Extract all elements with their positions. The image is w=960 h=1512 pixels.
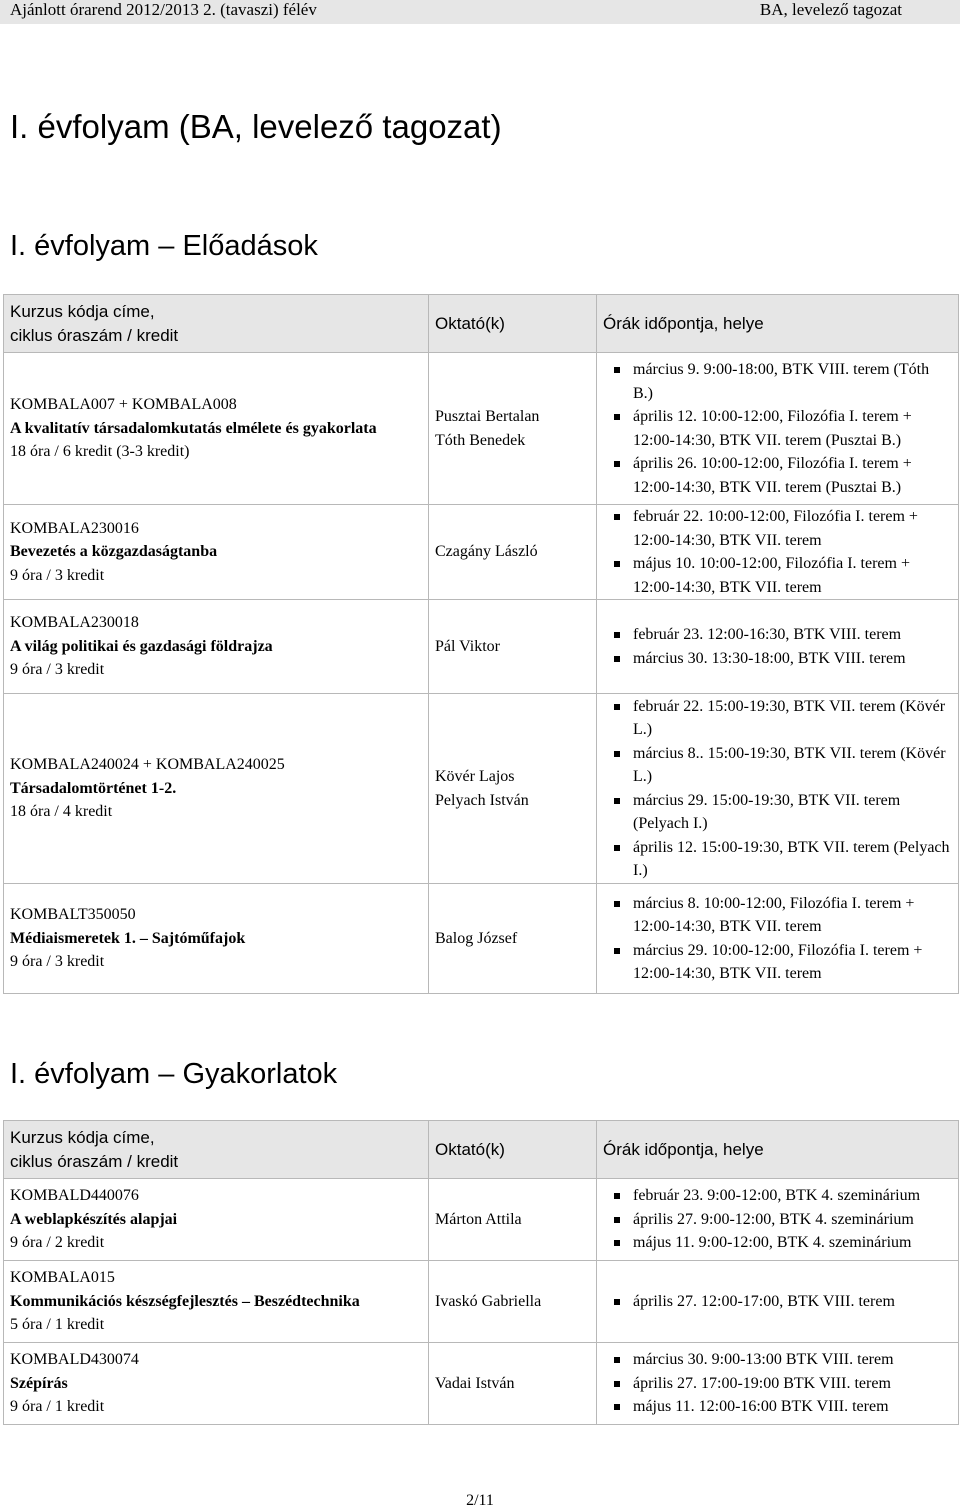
section-title-practicals: I. évfolyam – Gyakorlatok <box>10 1058 338 1090</box>
course-cell <box>4 600 429 694</box>
list-item: április 27. 12:00-17:00, BTK VIII. terem <box>633 1290 952 1314</box>
teacher-cell <box>429 1261 597 1343</box>
course-code: KOMBALA230018 <box>10 614 139 632</box>
course-code: KOMBALD430074 <box>10 1351 139 1369</box>
header-left: Ajánlott órarend 2012/2013 2. (tavaszi) félév <box>10 0 317 19</box>
teacher-name: Balog József <box>435 929 518 947</box>
times-cell <box>597 600 959 694</box>
times-cell <box>597 505 959 600</box>
course-credit: 5 óra / 1 kredit <box>10 1316 105 1334</box>
times-list <box>603 505 952 599</box>
course-cell <box>4 884 429 994</box>
table-row <box>4 884 959 994</box>
list-item: február 22. 10:00-12:00, Filozófia I. terem + 12:00-14:30, BTK VII. terem <box>633 505 952 552</box>
course-code: KOMBALA015 <box>10 1269 115 1287</box>
col-header-course-line1: Kurzus kódja címe, <box>10 1128 155 1147</box>
course-code: KOMBALA240024 + KOMBALA240025 <box>10 756 285 774</box>
times-cell <box>597 1261 959 1343</box>
course-cell <box>4 505 429 600</box>
list-item: március 29. 15:00-19:30, BTK VII. terem (Pelyach I.) <box>633 789 952 836</box>
teacher-name: Vadai István <box>435 1374 515 1392</box>
list-item: március 9. 9:00-18:00, BTK VIII. terem (Tóth B.) <box>633 358 952 405</box>
times-list <box>603 358 952 499</box>
list-item: április 27. 9:00-12:00, BTK 4. szeminárium <box>633 1208 952 1232</box>
table-header-row <box>4 1121 959 1179</box>
course-credit: 9 óra / 2 kredit <box>10 1234 105 1252</box>
list-item: február 22. 15:00-19:30, BTK VII. terem (Kövér L.) <box>633 695 952 742</box>
list-item: március 8.. 15:00-19:30, BTK VII. terem (Kövér L.) <box>633 742 952 789</box>
list-item: május 11. 12:00-16:00 BTK VIII. terem <box>633 1395 952 1419</box>
course-code: KOMBALA230016 <box>10 519 139 537</box>
times-cell <box>597 1343 959 1425</box>
list-item: február 23. 9:00-12:00, BTK 4. szeminárium <box>633 1184 952 1208</box>
list-item: április 12. 15:00-19:30, BTK VII. terem (Pelyach I.) <box>633 836 952 883</box>
course-cell <box>4 1343 429 1425</box>
list-item: március 8. 10:00-12:00, Filozófia I. terem + 12:00-14:30, BTK VII. terem <box>633 892 952 939</box>
col-header-course <box>4 1121 429 1179</box>
course-title: Bevezetés a közgazdaságtanba <box>10 543 218 561</box>
table-row <box>4 505 959 600</box>
times-cell <box>597 884 959 994</box>
course-credit: 9 óra / 3 kredit <box>10 953 105 971</box>
table-row <box>4 353 959 505</box>
teacher-name: Czagány László <box>435 543 538 561</box>
times-list <box>603 1290 952 1314</box>
teacher-cell <box>429 505 597 600</box>
col-header-course-line2: ciklus óraszám / kredit <box>10 325 179 345</box>
times-list <box>603 1348 952 1419</box>
table-row <box>4 1179 959 1261</box>
lectures-table <box>3 294 959 994</box>
col-header-course-line2: ciklus óraszám / kredit <box>10 1151 179 1171</box>
times-list <box>603 623 952 670</box>
times-cell <box>597 353 959 505</box>
course-title: Médiaismeretek 1. – Sajtóműfajok <box>10 929 246 947</box>
table-header-row <box>4 295 959 353</box>
list-item: április 12. 10:00-12:00, Filozófia I. terem + 12:00-14:30, BTK VII. terem (Pusztai B.) <box>633 405 952 452</box>
header-right: BA, levelező tagozat <box>759 0 902 19</box>
col-header-times: Órák időpontja, helye <box>597 295 959 353</box>
list-item: május 10. 10:00-12:00, Filozófia I. terem + 12:00-14:30, BTK VII. terem <box>633 552 952 599</box>
table-row <box>4 694 959 884</box>
table-row <box>4 600 959 694</box>
teacher-cell <box>429 694 597 884</box>
teacher-cell <box>429 1179 597 1261</box>
course-code: KOMBALD440076 <box>10 1187 139 1205</box>
section-title-lectures: I. évfolyam – Előadások <box>10 230 318 262</box>
list-item: április 26. 10:00-12:00, Filozófia I. terem + 12:00-14:30, BTK VII. terem (Pusztai B.) <box>633 452 952 499</box>
course-title: Társadalomtörténet 1-2. <box>10 779 177 797</box>
list-item: március 30. 13:30-18:00, BTK VIII. terem <box>633 647 952 671</box>
col-header-course-line1: Kurzus kódja címe, <box>10 302 155 321</box>
teacher-cell <box>429 600 597 694</box>
teacher-cell <box>429 353 597 505</box>
course-cell <box>4 1261 429 1343</box>
list-item: február 23. 12:00-16:30, BTK VIII. terem <box>633 623 952 647</box>
col-header-teacher: Oktató(k) <box>429 295 597 353</box>
teacher-name: Pál Viktor <box>435 637 500 655</box>
col-header-course <box>4 295 429 353</box>
list-item: március 30. 9:00-13:00 BTK VIII. terem <box>633 1348 952 1372</box>
course-cell <box>4 353 429 505</box>
teacher-name: Pusztai Bertalan <box>435 408 540 425</box>
course-title: A weblapkészítés alapjai <box>10 1210 178 1228</box>
page-header <box>0 0 960 24</box>
course-title: Kommunikációs készségfejlesztés – Beszédtechnika <box>10 1292 360 1310</box>
lectures-body <box>4 353 959 994</box>
teacher-name: Tóth Benedek <box>435 431 526 449</box>
teacher-cell <box>429 884 597 994</box>
course-credit: 18 óra / 6 kredit (3-3 kredit) <box>10 443 190 461</box>
course-code: KOMBALA007 + KOMBALA008 <box>10 396 237 414</box>
table-row <box>4 1261 959 1343</box>
list-item: április 27. 17:00-19:00 BTK VIII. terem <box>633 1372 952 1396</box>
teacher-cell <box>429 1343 597 1425</box>
course-credit: 9 óra / 3 kredit <box>10 661 105 679</box>
course-credit: 18 óra / 4 kredit <box>10 803 113 821</box>
teacher-name: Pelyach István <box>435 791 529 809</box>
course-title: A kvalitatív társadalomkutatás elmélete és gyakorlata <box>10 419 377 437</box>
course-cell <box>4 1179 429 1261</box>
course-title: Szépírás <box>10 1374 68 1392</box>
practicals-table <box>3 1120 959 1425</box>
col-header-times: Órák időpontja, helye <box>597 1121 959 1179</box>
page-title: I. évfolyam (BA, levelező tagozat) <box>10 108 502 145</box>
teacher-name: Márton Attila <box>435 1210 522 1228</box>
course-title: A világ politikai és gazdasági földrajza <box>10 637 273 655</box>
page-number: 2/11 <box>466 1492 494 1509</box>
list-item: március 29. 10:00-12:00, Filozófia I. terem + 12:00-14:30, BTK VII. terem <box>633 939 952 986</box>
teacher-name: Kövér Lajos <box>435 768 515 785</box>
practicals-body <box>4 1179 959 1425</box>
course-credit: 9 óra / 1 kredit <box>10 1398 105 1416</box>
times-cell <box>597 694 959 884</box>
course-code: KOMBALT350050 <box>10 906 136 924</box>
table-row <box>4 1343 959 1425</box>
list-item: május 11. 9:00-12:00, BTK 4. szeminárium <box>633 1231 952 1255</box>
course-credit: 9 óra / 3 kredit <box>10 566 105 584</box>
times-list <box>603 892 952 986</box>
teacher-name: Ivaskó Gabriella <box>435 1292 542 1310</box>
col-header-teacher: Oktató(k) <box>429 1121 597 1179</box>
course-cell <box>4 694 429 884</box>
times-cell <box>597 1179 959 1261</box>
times-list <box>603 1184 952 1255</box>
times-list <box>603 695 952 883</box>
